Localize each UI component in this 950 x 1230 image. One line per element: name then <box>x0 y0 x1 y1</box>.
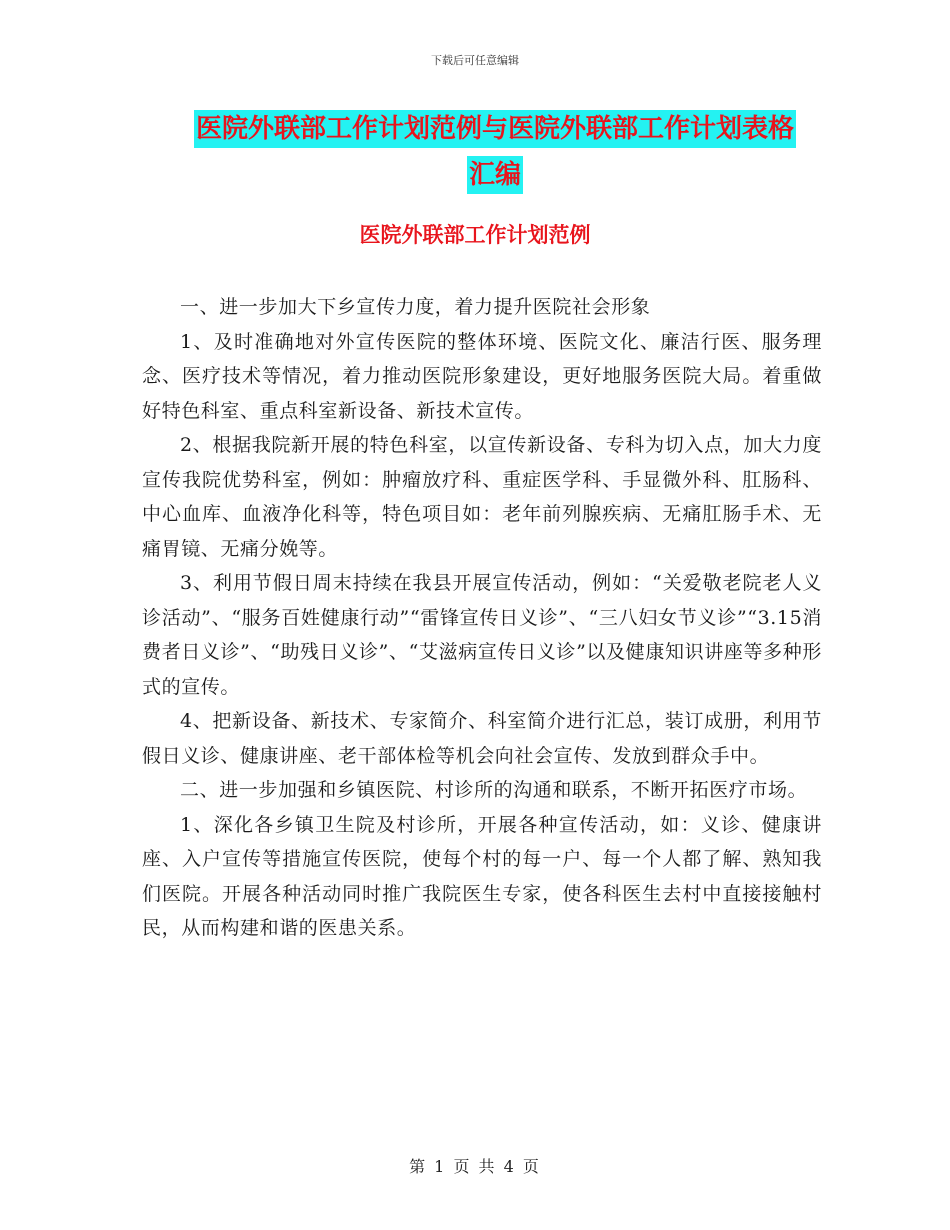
section-title: 医院外联部工作计划范例 <box>359 223 591 247</box>
title-line-2: 汇编 <box>467 156 523 194</box>
paragraph: 3、利用节假日周末持续在我县开展宣传活动，例如：“关爱敬老院老人义诊活动”、“服务百姓健康行动”“雷锋宣传日义诊”、“三八妇女节义诊”“3.15消费者日义诊”、“助残日义诊”、“艾滋病宣传日义诊”以及健康知识讲座等多种形式的宣传。 <box>142 572 822 698</box>
page-footer: 第 1 页 共 4 页 <box>409 1157 541 1176</box>
header-note: 下载后可任意编辑 <box>431 54 519 67</box>
title-line-1: 医院外联部工作计划范例与医院外联部工作计划表格 <box>194 110 796 148</box>
paragraph: 1、及时准确地对外宣传医院的整体环境、医院文化、廉洁行医、服务理念、医疗技术等情况，着力推动医院形象建设，更好地服务医院大局。着重做好特色科室、重点科室新设备、新技术宣传。 <box>142 330 822 422</box>
paragraph: 一、进一步加大下乡宣传力度，着力提升医院社会形象 <box>180 296 651 318</box>
paragraph: 4、把新设备、新技术、专家简介、科室简介进行汇总，装订成册，利用节假日义诊、健康讲座、老干部体检等机会向社会宣传、发放到群众手中。 <box>142 710 822 767</box>
paragraph: 2、根据我院新开展的特色科室，以宣传新设备、专科为切入点，加大力度宣传我院优势科室，例如：肿瘤放疗科、重症医学科、手显微外科、肛肠科、中心血库、血液净化科等，特色项目如：老年前列腺疾病、无痛肛肠手术、无痛胃镜、无痛分娩等。 <box>142 434 822 560</box>
paragraph: 二、进一步加强和乡镇医院、村诊所的沟通和联系，不断开拓医疗市场。 <box>180 779 808 801</box>
document-title <box>150 110 840 194</box>
body-text <box>142 290 822 946</box>
paragraph: 1、深化各乡镇卫生院及村诊所，开展各种宣传活动，如：义诊、健康讲座、入户宣传等措施宣传医院，使每个村的每一户、每一个人都了解、熟知我们医院。开展各种活动同时推广我院医生专家，使各科医生去村中直接接触村民，从而构建和谐的医患关系。 <box>142 813 822 939</box>
